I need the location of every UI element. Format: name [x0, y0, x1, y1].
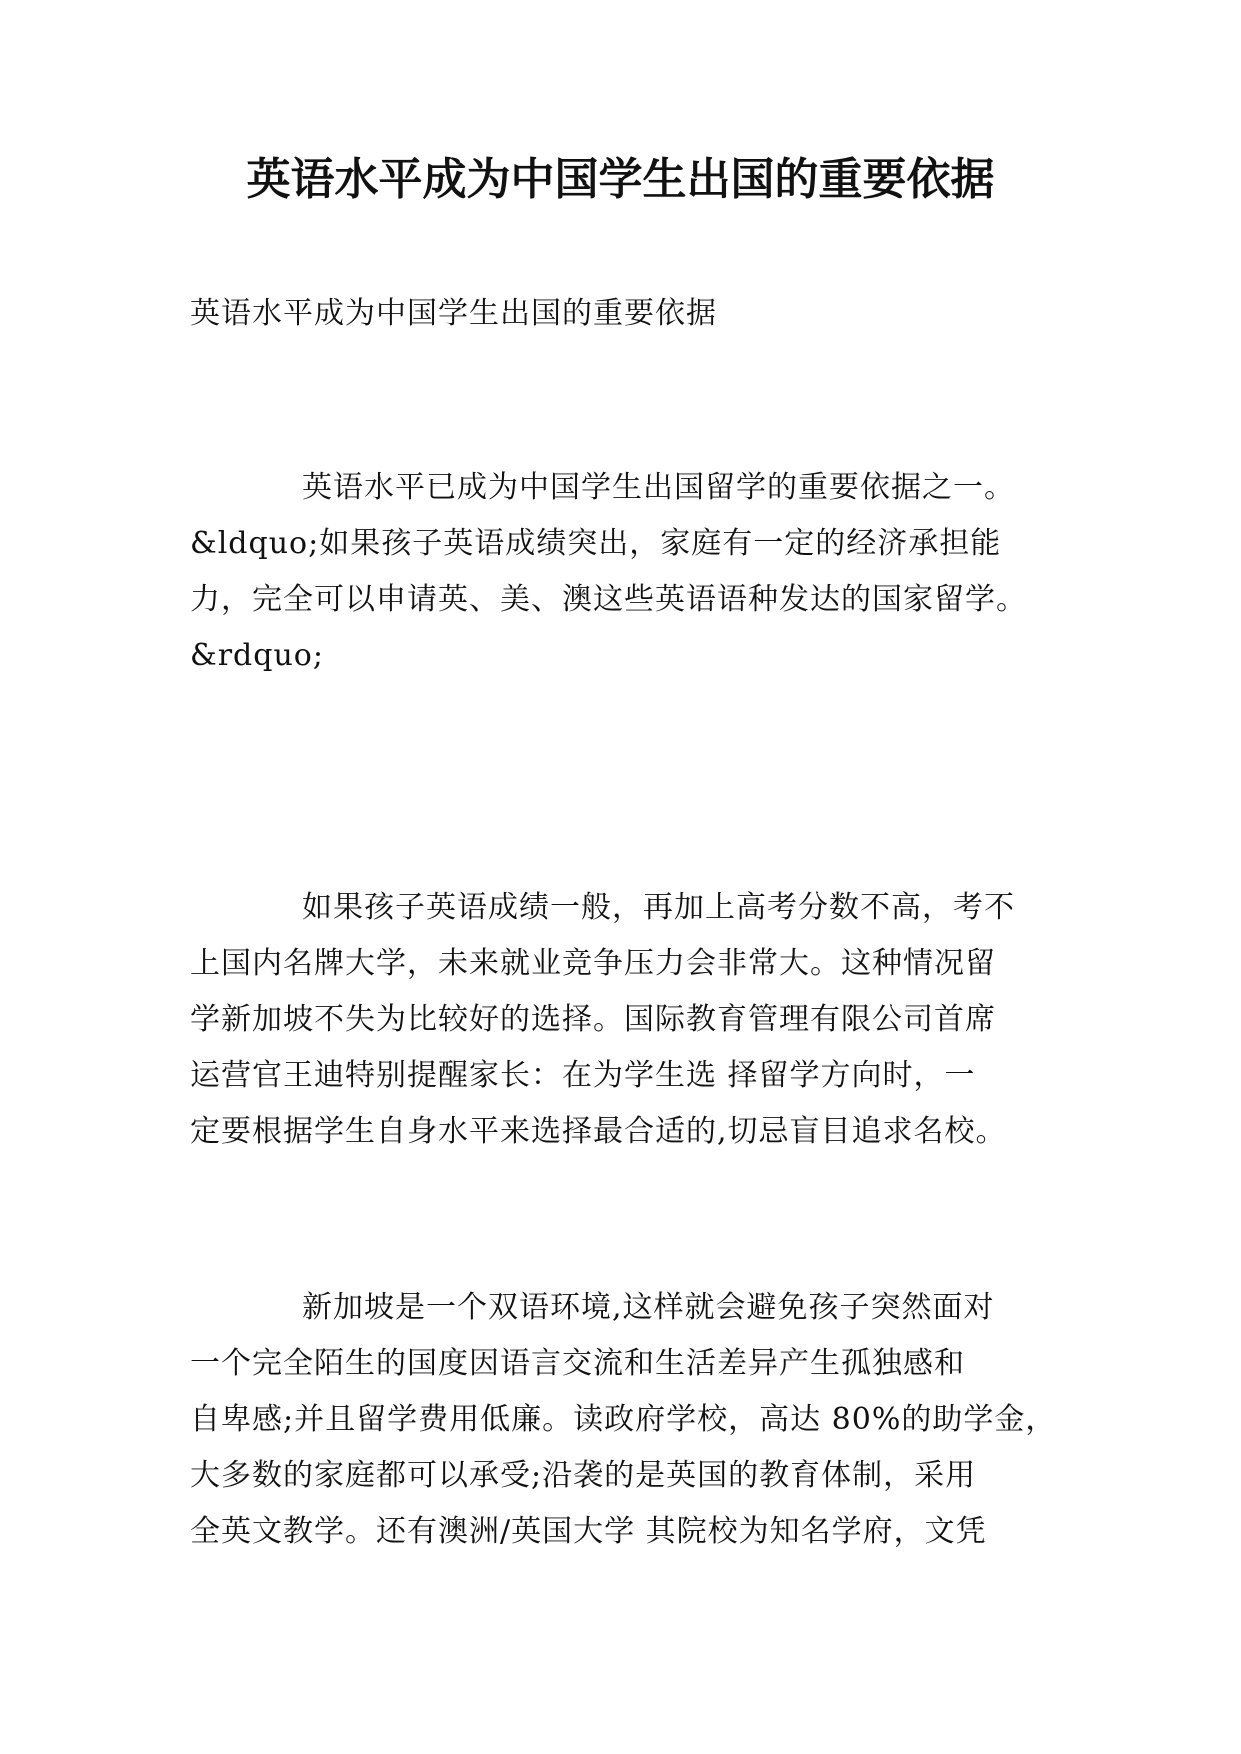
paragraph-line: 运营官王迪特别提醒家长：在为学生选 择留学方向时，一	[190, 1058, 976, 1093]
paragraph-line: 学新加坡不失为比较好的选择。国际教育管理有限公司首席	[190, 1002, 996, 1037]
paragraph-line: 自卑感;并且留学费用低廉。读政府学校，高达 80%的助学金，	[190, 1402, 1057, 1437]
paragraph-line: 英语水平已成为中国学生出国留学的重要依据之一。	[302, 470, 1015, 505]
paragraph-line: 全英文教学。还有澳洲/英国大学 其院校为知名学府，文凭	[190, 1514, 987, 1549]
paragraph-line: 如果孩子英语成绩一般，再加上高考分数不高，考不	[302, 890, 1015, 925]
paragraph-3	[190, 1280, 1070, 1560]
paragraph-line: 定要根据学生自身水平来选择最合适的,切忌盲目追求名校。	[190, 1114, 1007, 1149]
paragraph-line: 力，完全可以申请英、美、澳这些英语语种发达的国家留学。	[190, 582, 1027, 617]
paragraph-line: &rdquo;	[190, 638, 324, 673]
document-title: 英语水平成为中国学生出国的重要依据	[246, 154, 995, 205]
paragraph-line: 新加坡是一个双语环境,这样就会避免孩子突然面对	[302, 1290, 995, 1325]
paragraph-line: 上国内名牌大学，未来就业竞争压力会非常大。这种情况留	[190, 946, 996, 981]
paragraph-2	[190, 880, 1070, 1160]
paragraph-line: 大多数的家庭都可以承受;沿袭的是英国的教育体制，采用	[190, 1458, 977, 1493]
paragraph-line: 一个完全陌生的国度因语言交流和生活差异产生孤独感和	[190, 1346, 965, 1381]
document-subtitle: 英语水平成为中国学生出国的重要依据	[190, 296, 717, 331]
paragraph-1	[190, 460, 1070, 684]
paragraph-line: &ldquo;如果孩子英语成绩突出，家庭有一定的经济承担能	[190, 526, 1002, 561]
